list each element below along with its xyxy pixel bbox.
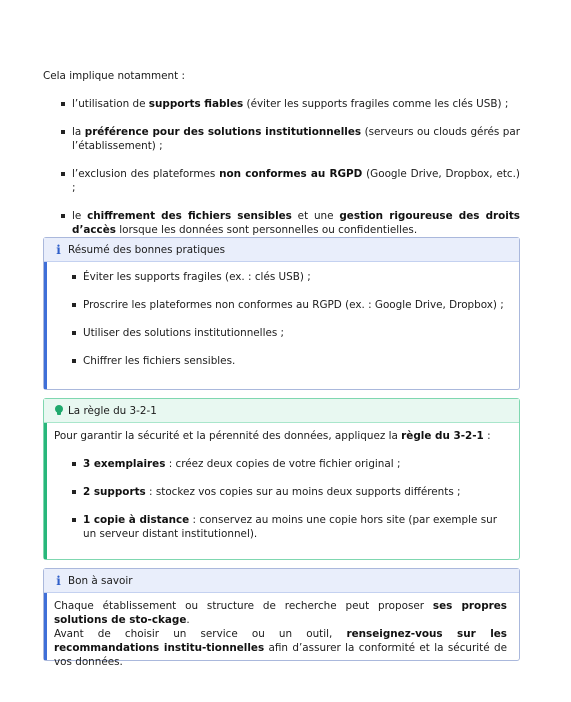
- bold-text: non conformes au RGPD: [219, 168, 363, 180]
- rule-321-callout-header: [44, 399, 519, 423]
- list-item: Utiliser des solutions institutionnelles ;: [54, 326, 509, 340]
- list-item: Chiffrer les fichiers sensibles.: [54, 354, 509, 368]
- bold-text: renseignez-vous sur les recommandations institu-tionnelles: [54, 628, 507, 654]
- good-to-know-callout: [43, 568, 520, 668]
- text-run: (éviter les supports fragiles comme les clés USB) ;: [243, 98, 509, 110]
- good-to-know-callout-header: [44, 569, 519, 593]
- text-run: .: [186, 614, 190, 626]
- bold-text: gestion rigoureuse des droits d’accès: [72, 210, 520, 236]
- summary-callout: [43, 237, 520, 390]
- bold-text: supports fiables: [148, 98, 244, 110]
- list-item: [43, 97, 520, 111]
- good-to-know-callout-title: Bon à savoir: [68, 574, 133, 587]
- text-run: afin d’assurer la conformité et la sécurité de vos données.: [54, 642, 507, 668]
- summary-list: [54, 270, 509, 368]
- bold-text: 2 supports: [83, 486, 146, 498]
- text-run: :: [483, 430, 491, 442]
- intro-paragraph: Cela implique notamment :: [43, 70, 185, 82]
- main-content: [43, 69, 520, 251]
- good-to-know-callout-body: [44, 593, 519, 679]
- list-item: [54, 513, 509, 541]
- text-run: : stockez vos copies sur au moins deux supports différents ;: [145, 486, 461, 498]
- rule-321-callout: [43, 398, 520, 560]
- bold-text: ses propres solutions de sto-ckage: [54, 600, 507, 626]
- summary-callout-body: [44, 262, 519, 378]
- text-run: l’utilisation de: [72, 98, 149, 110]
- list-item: [54, 457, 509, 471]
- lightbulb-icon: [53, 405, 64, 416]
- text-run: (serveurs ou clouds gérés par l’établissement) ;: [72, 126, 521, 152]
- text-run: Chaque établissement ou structure de recherche peut proposer: [54, 600, 433, 612]
- list-item: [43, 209, 520, 237]
- rule-321-callout-body: [44, 423, 519, 551]
- info-icon: i: [56, 242, 61, 257]
- list-item: Éviter les supports fragiles (ex. : clés USB) ;: [54, 270, 509, 284]
- bold-text: chiffrement des fichiers sensibles: [87, 210, 292, 222]
- list-item: [54, 485, 509, 499]
- list-item: [43, 167, 520, 195]
- text-run: l’exclusion des plateformes: [72, 168, 220, 180]
- good-to-know-paragraph-1: [54, 599, 507, 627]
- text-run: : créez deux copies de votre fichier original ;: [165, 458, 401, 470]
- text-run: la: [72, 126, 85, 138]
- text-run: et une: [291, 210, 340, 222]
- text-run: lorsque les données sont personnelles ou confidentielles.: [115, 224, 418, 236]
- info-icon: i: [56, 573, 61, 588]
- bold-text: 1 copie à distance: [83, 514, 190, 526]
- text-run: Avant de choisir un service ou un outil,: [54, 628, 347, 640]
- requirements-list: [43, 97, 520, 237]
- bold-text: préférence pour des solutions institutionnelles: [84, 126, 362, 138]
- rule-321-list: [54, 457, 509, 541]
- text-run: : conservez au moins une copie hors site (par exemple sur un serveur distant institutionnel).: [83, 514, 497, 540]
- list-item: Proscrire les plateformes non conformes au RGPD (ex. : Google Drive, Dropbox) ;: [54, 298, 509, 312]
- bold-text: 3 exemplaires: [83, 458, 166, 470]
- summary-callout-title: Résumé des bonnes pratiques: [68, 243, 226, 256]
- text-run: Pour garantir la sécurité et la pérennité des données, appliquez la: [54, 430, 402, 442]
- text-run: le: [72, 210, 88, 222]
- good-to-know-paragraph-2: [54, 627, 507, 669]
- summary-callout-header: [44, 238, 519, 262]
- rule-321-callout-title: La règle du 3-2-1: [68, 404, 157, 417]
- text-run: (Google Drive, Dropbox, etc.) ;: [72, 168, 520, 194]
- list-item: [43, 125, 520, 153]
- bold-text: règle du 3-2-1: [401, 430, 484, 442]
- rule-321-intro: [54, 429, 509, 443]
